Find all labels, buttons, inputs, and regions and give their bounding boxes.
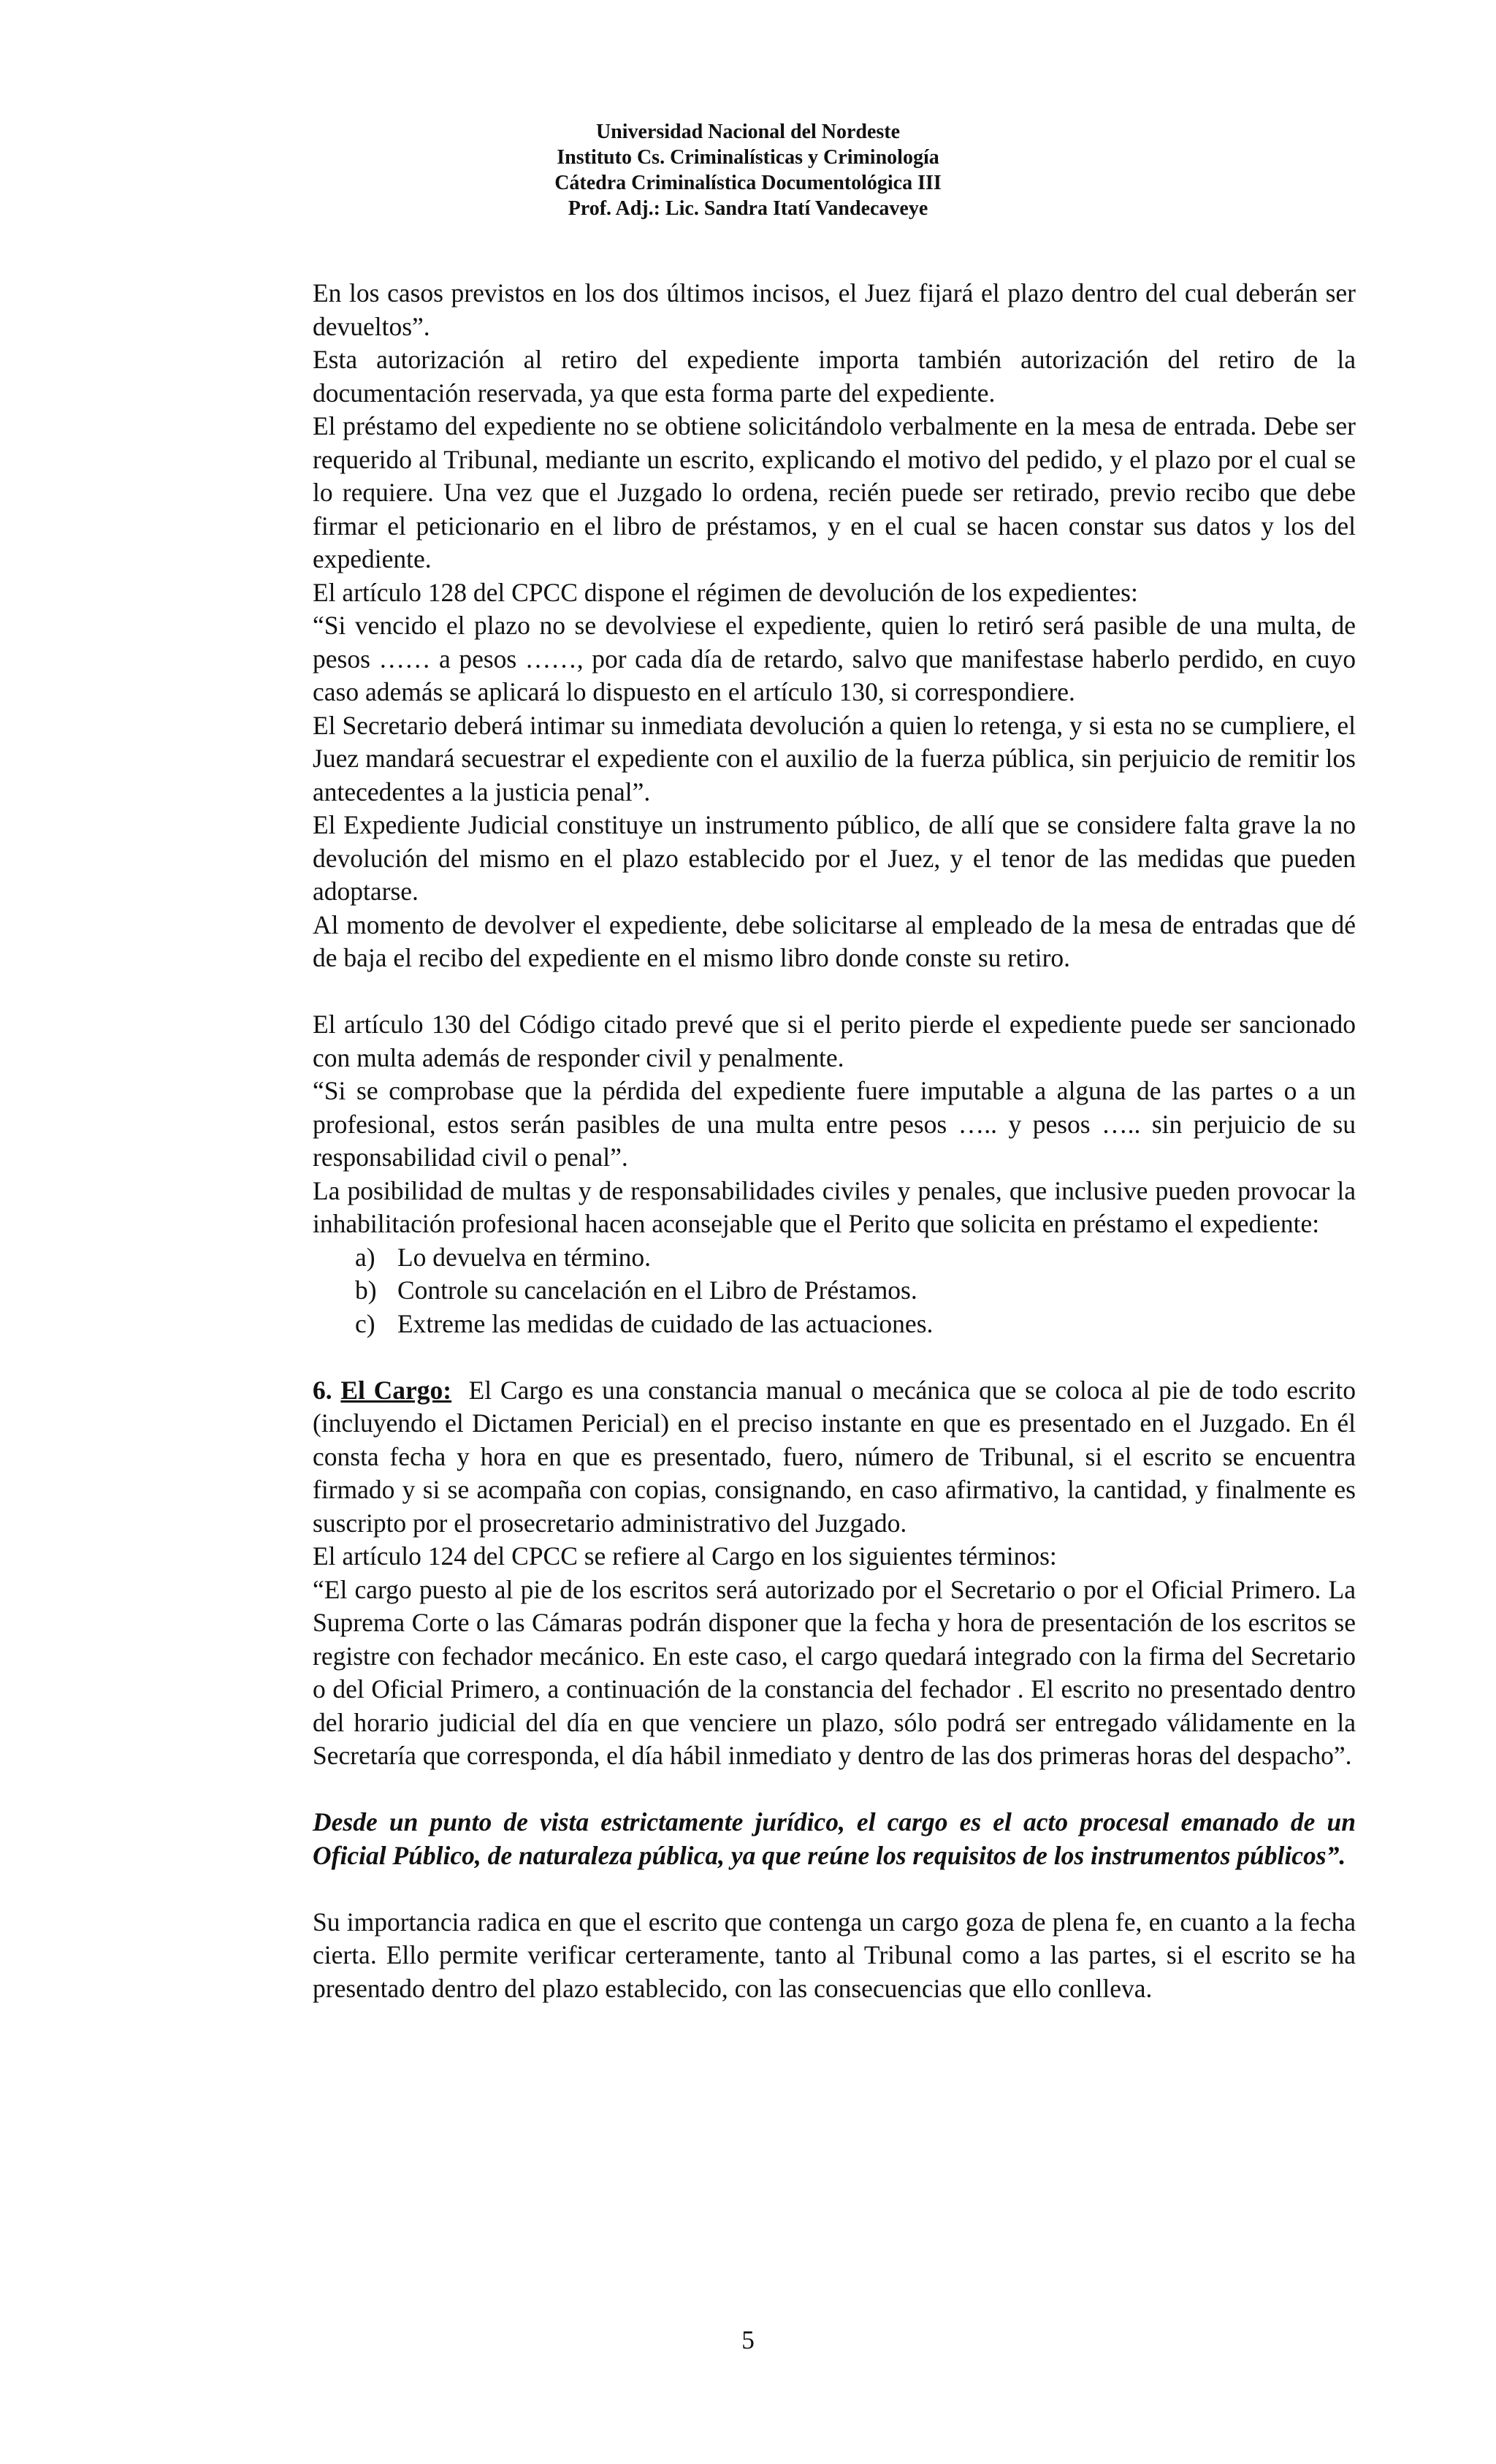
page-number: 5 — [741, 2325, 755, 2354]
list-item-text: Extreme las medidas de cuidado de las actuaciones. — [397, 1308, 934, 1338]
list-item — [313, 1241, 1356, 1275]
header-professor: Prof. Adj.: Lic. Sandra Itatí Vandecaveye — [568, 197, 928, 220]
section-intro-text: El Cargo es una constancia manual o mecánica que se coloca al pie de todo escrito (incluyendo el Dictamen Pericial) en el preciso instante en que es presentado en el Juzgado. En él consta fecha y hora en que es presentado, fuero, número de Tribunal, si el escrito se encuentra firmado y si se acompaña con copias, consignando, en caso afirmativo, la cantidad, y finalmente es suscripto por el prosecretario administrativo del Juzgado. — [313, 1375, 1362, 1538]
list-item — [313, 1274, 1356, 1308]
quote-paragraph: “Si vencido el plazo no se devolviese el expediente, quien lo retiró será pasible de una multa, de pesos …… a pesos ……, por cada día de retardo, salvo que manifestase haberlo perdido, en cuyo caso además se aplicará lo dispuesto en el artículo 130, si correspondiere. — [313, 611, 1356, 706]
list-item-text: Controle su cancelación en el Libro de Préstamos. — [397, 1275, 917, 1305]
list-item — [313, 1308, 1356, 1341]
list-item-text: Lo devuelva en término. — [397, 1242, 651, 1272]
paragraph: El artículo 128 del CPCC dispone el régimen de devolución de los expedientes: — [313, 577, 1138, 607]
blank-line — [313, 975, 1356, 1009]
section-number: 6. — [313, 1375, 332, 1405]
list-marker: a) — [355, 1242, 375, 1272]
quote-paragraph: El Secretario deberá intimar su inmediata devolución a quien lo retenga, y si esta no se cumpliere, el Juez mandará secuestrar el expediente con el auxilio de la fuerza pública, sin perjuicio de remitir los antecedentes a la justicia penal”. — [313, 710, 1356, 806]
blank-line — [313, 1773, 1356, 1807]
section-6-intro — [313, 1374, 1362, 1541]
paragraph: En los casos previstos en los dos últimos incisos, el Juez fijará el plazo dentro del cual deberán ser devueltos”. — [313, 278, 1356, 341]
paragraph: El Expediente Judicial constituye un instrumento público, de allí que se considere falta grave la no devolución del mismo en el plazo establecido por el Juez, y el tenor de las medidas que pueden adoptarse. — [313, 810, 1356, 906]
header-institute: Instituto Cs. Criminalísticas y Criminología — [557, 146, 939, 169]
quote-paragraph: “Si se comprobase que la pérdida del expediente fuere imputable a alguna de las partes o a un profesional, estos serán pasibles de una multa entre pesos ….. y pesos ….. sin perjuicio de su responsabilidad civil o penal”. — [313, 1076, 1356, 1172]
blank-line — [313, 1872, 1356, 1906]
paragraph: La posibilidad de multas y de responsabilidades civiles y penales, que inclusive pueden provocar la inhabilitación profesional hacen aconsejable que el Perito que solicita en préstamo el expediente: — [313, 1175, 1356, 1238]
recommendation-list — [313, 1241, 1356, 1341]
header-university: Universidad Nacional del Nordeste — [595, 121, 901, 143]
paragraph: Su importancia radica en que el escrito que contenga un cargo goza de plena fe, en cuanto a la fecha cierta. Ello permite verificar certeramente, tanto al Tribunal como a las partes, si el escrito se ha presentado dentro del plazo establecido, con las consecuencias que ello conlleva. — [313, 1907, 1356, 2003]
document-header — [0, 119, 1496, 221]
list-marker: b) — [355, 1275, 377, 1305]
section-title: El Cargo: — [340, 1375, 452, 1405]
emphasis-paragraph: Desde un punto de vista estrictamente jurídico, el cargo es el acto procesal emanado de un Oficial Público, de naturaleza pública, ya que reúne los requisitos de los instrumentos públicos”. — [313, 1807, 1356, 1870]
paragraph: Esta autorización al retiro del expediente importa también autorización del retiro de la documentación reservada, ya que esta forma parte del expediente. — [313, 345, 1356, 408]
list-marker: c) — [355, 1308, 375, 1338]
paragraph: El artículo 124 del CPCC se refiere al Cargo en los siguientes términos: — [313, 1541, 1057, 1571]
paragraph: El artículo 130 del Código citado prevé que si el perito pierde el expediente puede ser sancionado con multa además de responder civil y penalmente. — [313, 1010, 1356, 1072]
document-body — [313, 277, 1362, 2005]
quote-paragraph: “El cargo puesto al pie de los escritos será autorizado por el Secretario o por el Oficial Primero. La Suprema Corte o las Cámaras podrán disponer que la fecha y hora de presentación de los escritos se registre con fechador mecánico. En este caso, el cargo quedará integrado con la firma del Secretario o del Oficial Primero, a continuación de la constancia del fechador . El escrito no presentado dentro del horario judicial del día en que venciere un plazo, sólo podrá ser entregado válidamente en la Secretaría que corresponda, el día hábil inmediato y dentro de las dos primeras horas del despacho”. — [313, 1574, 1356, 1770]
paragraph: El préstamo del expediente no se obtiene solicitándolo verbalmente en la mesa de entrada. Debe ser requerido al Tribunal, mediante un escrito, explicando el motivo del pedido, y el plazo por el cual se lo requiere. Una vez que el Juzgado lo ordena, recién puede ser retirado, previo recibo que debe firmar el peticionario en el libro de préstamos, y en el cual se hacen constar sus datos y los del expediente. — [313, 411, 1356, 573]
header-chair: Cátedra Criminalística Documentológica III — [554, 172, 942, 194]
blank-line — [313, 1340, 1356, 1374]
paragraph: Al momento de devolver el expediente, debe solicitarse al empleado de la mesa de entradas que dé de baja el recibo del expediente en el mismo libro donde conste su retiro. — [313, 909, 1356, 972]
